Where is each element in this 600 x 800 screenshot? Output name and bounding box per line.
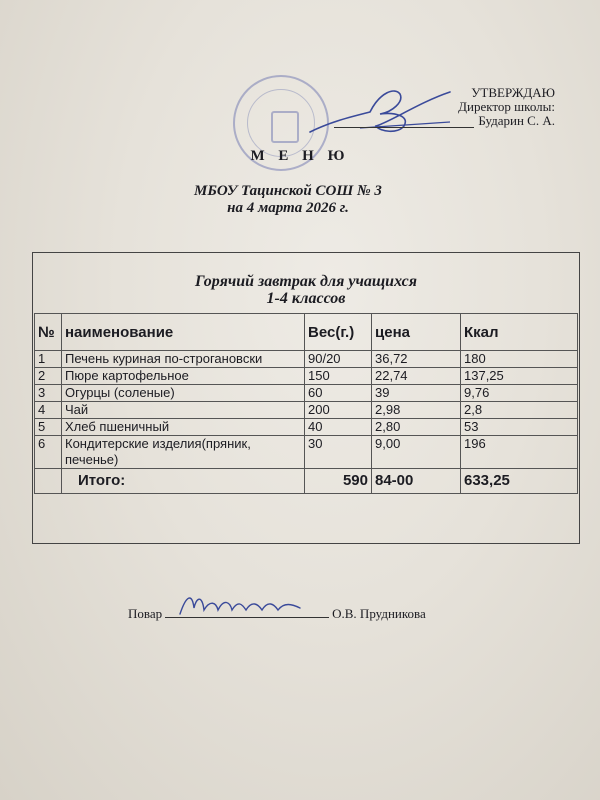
table-header-row <box>35 314 578 351</box>
table-row <box>35 436 578 469</box>
row-number: 2 <box>35 368 62 385</box>
row-number: 1 <box>35 351 62 368</box>
table-row <box>35 385 578 402</box>
total-row <box>35 469 578 494</box>
row-number: 5 <box>35 419 62 436</box>
row-price: 39 <box>372 385 461 402</box>
meal-title-line1: Горячий завтрак для учащихся <box>194 273 418 290</box>
total-weight: 590 <box>305 469 372 494</box>
col-price: цена <box>372 314 461 351</box>
col-number: № <box>35 314 62 351</box>
menu-table <box>34 313 578 494</box>
row-kcal: 9,76 <box>461 385 578 402</box>
row-kcal: 180 <box>461 351 578 368</box>
row-weight: 200 <box>305 402 372 419</box>
cook-name: О.В. Прудникова <box>332 606 426 621</box>
row-kcal: 53 <box>461 419 578 436</box>
row-weight: 30 <box>305 436 372 469</box>
row-price: 22,74 <box>372 368 461 385</box>
row-weight: 60 <box>305 385 372 402</box>
menu-frame <box>32 252 580 544</box>
cook-block <box>128 605 426 622</box>
approval-name: Бударин С. А. <box>478 113 555 128</box>
row-price: 2,98 <box>372 402 461 419</box>
table-row <box>35 419 578 436</box>
row-weight: 40 <box>305 419 372 436</box>
row-number: 6 <box>35 436 62 469</box>
page-title: М Е Н Ю <box>250 148 350 164</box>
school-name: МБОУ Тацинской СОШ № 3 <box>194 183 382 199</box>
col-weight: Вес(г.) <box>305 314 372 351</box>
signature-line <box>334 126 474 128</box>
row-number: 3 <box>35 385 62 402</box>
col-name: наименование <box>62 314 305 351</box>
row-name: Печень куриная по-строгановски <box>62 351 305 368</box>
row-weight: 150 <box>305 368 372 385</box>
table-row <box>35 368 578 385</box>
approval-block <box>334 86 555 128</box>
signature-line <box>165 605 329 618</box>
table-row <box>35 402 578 419</box>
row-kcal: 137,25 <box>461 368 578 385</box>
col-kcal: Ккал <box>461 314 578 351</box>
row-name: Чай <box>62 402 305 419</box>
cook-label: Повар <box>128 606 163 621</box>
meal-title-line2: 1-4 классов <box>266 290 346 307</box>
table-row <box>35 351 578 368</box>
meal-title <box>33 273 579 307</box>
row-name: Пюре картофельное <box>62 368 305 385</box>
row-number: 4 <box>35 402 62 419</box>
row-price: 9,00 <box>372 436 461 469</box>
approval-title: УТВЕРЖДАЮ <box>471 85 555 100</box>
total-label: Итого: <box>62 469 305 494</box>
total-price: 84-00 <box>372 469 461 494</box>
row-price: 36,72 <box>372 351 461 368</box>
total-kcal: 633,25 <box>461 469 578 494</box>
row-name: Хлеб пшеничный <box>62 419 305 436</box>
row-name: Огурцы (соленые) <box>62 385 305 402</box>
row-kcal: 196 <box>461 436 578 469</box>
row-weight: 90/20 <box>305 351 372 368</box>
row-name: Кондитерские изделия(пряник, печенье) <box>62 436 305 469</box>
approval-position: Директор школы: <box>458 99 555 114</box>
row-price: 2,80 <box>372 419 461 436</box>
row-kcal: 2,8 <box>461 402 578 419</box>
seal-emblem-icon <box>271 111 299 143</box>
menu-date: на 4 марта 2026 г. <box>227 200 349 216</box>
